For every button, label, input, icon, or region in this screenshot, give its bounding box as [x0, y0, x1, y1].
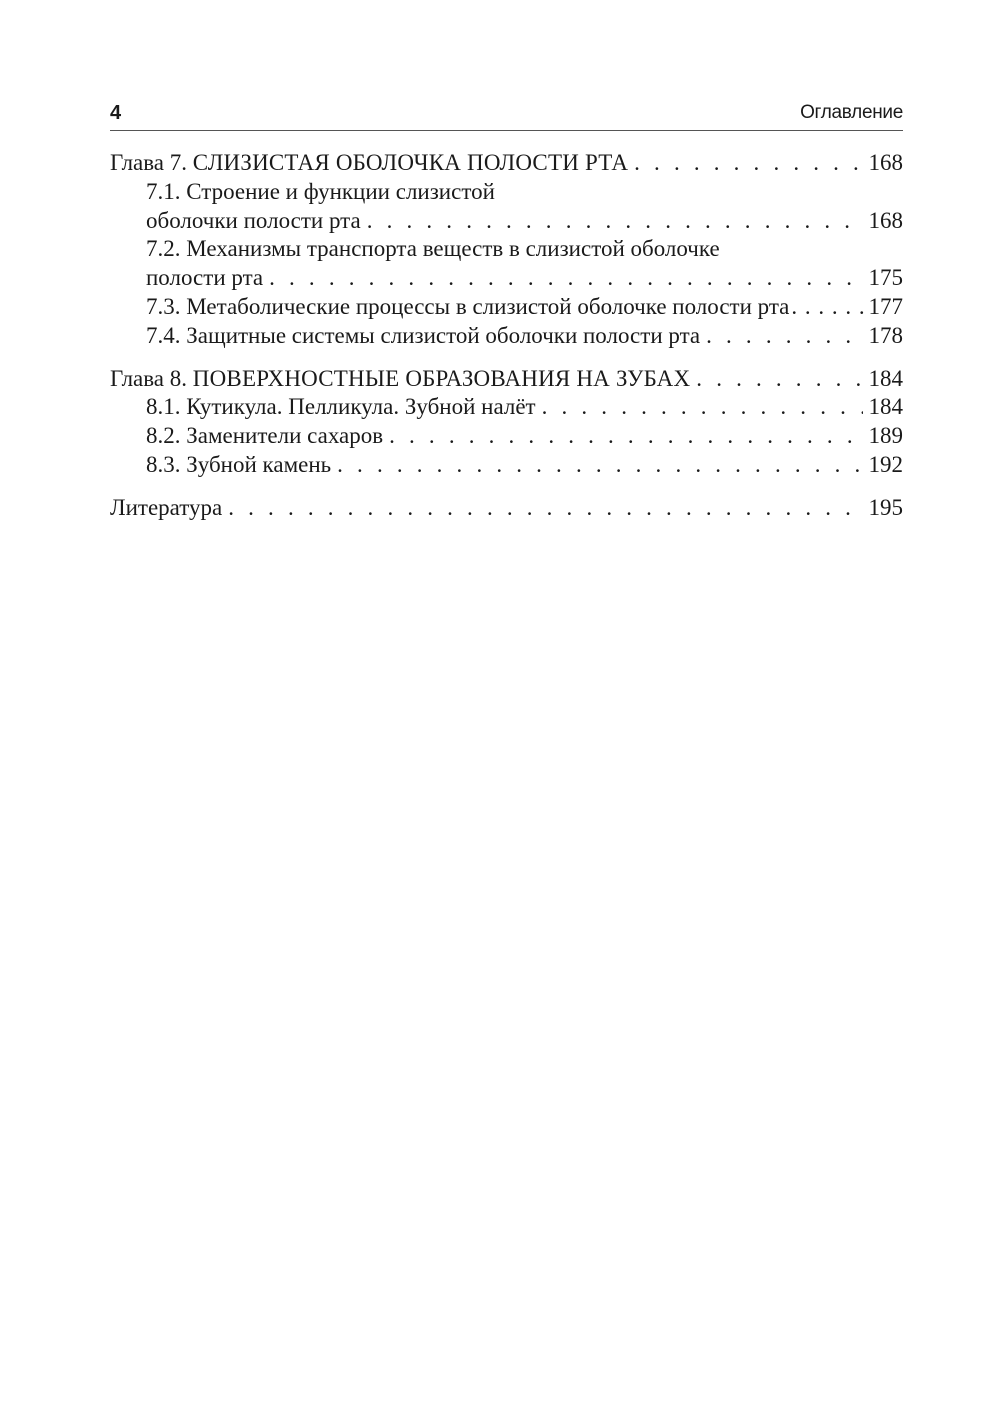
toc-page-number: 168: [868, 207, 903, 233]
chapter-label: Глава 8.: [110, 365, 188, 391]
toc-entry-literature[interactable]: [110, 494, 903, 523]
toc-page-number: 184: [868, 365, 903, 391]
dot-leader: [791, 293, 866, 322]
chapter-label: Глава 7.: [110, 150, 188, 175]
toc-entry-title: 8.1. Кутикула. Пелликула. Зубной налёт: [146, 394, 536, 420]
toc-entry-title-line2: оболочки полости рта: [146, 207, 361, 233]
toc-entry-title: Литература: [110, 494, 223, 520]
toc-entry-section-7-4[interactable]: [110, 322, 903, 351]
toc-page-number: 184: [868, 394, 903, 420]
dot-leader: [228, 494, 862, 523]
dot-leader: [706, 322, 862, 351]
toc-entry-title: [110, 365, 690, 394]
toc-entry-section-7-3[interactable]: [110, 293, 903, 322]
toc-entry-chapter-8[interactable]: [110, 365, 903, 394]
running-title: Оглавление: [800, 102, 903, 123]
dot-leader: [696, 365, 862, 394]
toc-entry-chapter-7[interactable]: [110, 149, 903, 178]
dot-leader: [367, 207, 863, 236]
toc-entry-title-line2: полости рта: [146, 265, 264, 291]
running-header: [110, 100, 903, 131]
chapter-title: ПОВЕРХНОСТНЫЕ ОБРАЗОВАНИЯ НА ЗУБАХ: [192, 365, 691, 391]
toc-entry-title: 8.2. Заменители сахаров: [146, 423, 384, 449]
toc-entry-section-8-2[interactable]: [110, 422, 903, 451]
toc-entry-title-line1: 7.1. Строение и функции слизистой: [146, 178, 495, 204]
toc-page-number: 177: [868, 293, 903, 319]
dot-leader: [634, 149, 862, 178]
toc-entry-section-8-3[interactable]: [110, 451, 903, 480]
page-number: 4: [110, 102, 122, 124]
chapter-title: СЛИЗИСТАЯ ОБОЛОЧКА ПОЛОСТИ РТА: [192, 150, 629, 175]
toc-page-number: 195: [868, 494, 903, 520]
dot-leader: [337, 451, 862, 480]
table-of-contents: [110, 149, 903, 523]
toc-page-number: 192: [868, 451, 903, 477]
toc-entry-title: 8.3. Зубной камень: [146, 451, 332, 477]
toc-page-number: 175: [868, 265, 903, 291]
toc-entry-title: 7.3. Метаболические процессы в слизистой оболочке полости рта: [146, 293, 790, 319]
toc-entry-title: 7.4. Защитные системы слизистой оболочки полости рта: [146, 322, 701, 348]
toc-page-number: 178: [868, 322, 903, 348]
toc-entry-section-7-2[interactable]: [110, 235, 903, 293]
toc-page-number: 168: [868, 150, 903, 175]
toc-entry-title-line1: 7.2. Механизмы транспорта веществ в слизистой оболочке: [146, 236, 720, 262]
toc-page-number: 189: [868, 423, 903, 449]
toc-entry-section-8-1[interactable]: [110, 393, 903, 422]
dot-leader: [542, 393, 863, 422]
toc-entry-section-7-1[interactable]: [110, 178, 903, 236]
toc-entry-title: [110, 149, 628, 178]
dot-leader: [269, 264, 862, 293]
dot-leader: [389, 422, 862, 451]
